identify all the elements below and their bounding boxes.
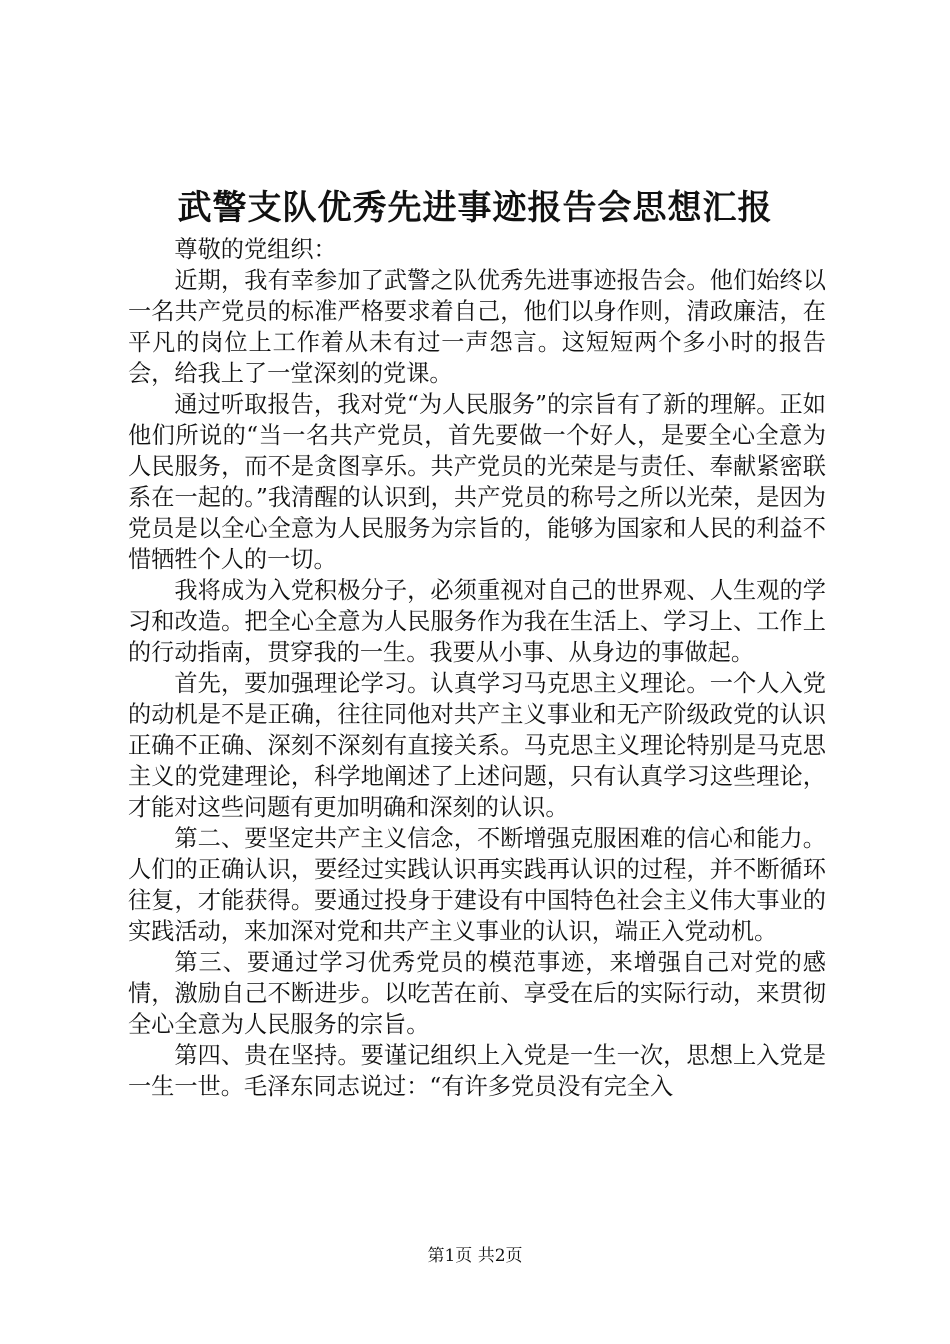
- paragraph: 首先，要加强理论学习。认真学习马克思主义理论。一个人入党的动机是不是正确，往往同他对共产主义事业和无产阶级政党的认识正确不正确、深刻不深刻有直接关系。马克思主义理论特别是马克思主义的党建理论，科学地阐述了上述问题，只有认真学习这些理论，才能对这些问题有更加明确和深刻的认识。: [128, 670, 826, 821]
- paragraph: 第三、要通过学习优秀党员的模范事迹，来增强自己对党的感情，激励自己不断进步。以吃苦在前、享受在后的实际行动，来贯彻全心全意为人民服务的宗旨。: [128, 949, 826, 1038]
- document-title: 武警支队优秀先进事迹报告会思想汇报: [177, 188, 773, 228]
- document-body: [128, 234, 826, 1102]
- page-number: 第1页 共2页: [427, 1246, 523, 1266]
- paragraph: 第四、贵在坚持。要谨记组织上入党是一生一次，思想上入党是一生一世。毛泽东同志说过：“有许多党员没有完全入: [128, 1042, 826, 1100]
- salutation: 尊敬的党组织：: [174, 236, 337, 263]
- paragraph: 我将成为入党积极分子，必须重视对自己的世界观、人生观的学习和改造。把全心全意为人民服务作为我在生活上、学习上、工作上的行动指南，贯穿我的一生。我要从小事、从身边的事做起。: [128, 577, 826, 666]
- paragraph: 通过听取报告，我对党“为人民服务”的宗旨有了新的理解。正如他们所说的“当一名共产党员，首先要做一个好人，是要全心全意为人民服务，而不是贪图享乐。共产党员的光荣是与责任、奉献紧密联系在一起的。”我清醒的认识到，共产党员的称号之所以光荣，是因为党员是以全心全意为人民服务为宗旨的，能够为国家和人民的利益不惜牺牲个人的一切。: [128, 391, 826, 573]
- paragraph: 第二、要坚定共产主义信念，不断增强克服困难的信心和能力。人们的正确认识，要经过实践认识再实践再认识的过程，并不断循环往复，才能获得。要通过投身于建设有中国特色社会主义伟大事业的实践活动，来加深对党和共产主义事业的认识，端正入党动机。: [128, 825, 826, 945]
- paragraph: 近期，我有幸参加了武警之队优秀先进事迹报告会。他们始终以一名共产党员的标准严格要求着自己，他们以身作则，清政廉洁，在平凡的岗位上工作着从未有过一声怨言。这短短两个多小时的报告会，给我上了一堂深刻的党课。: [128, 267, 826, 387]
